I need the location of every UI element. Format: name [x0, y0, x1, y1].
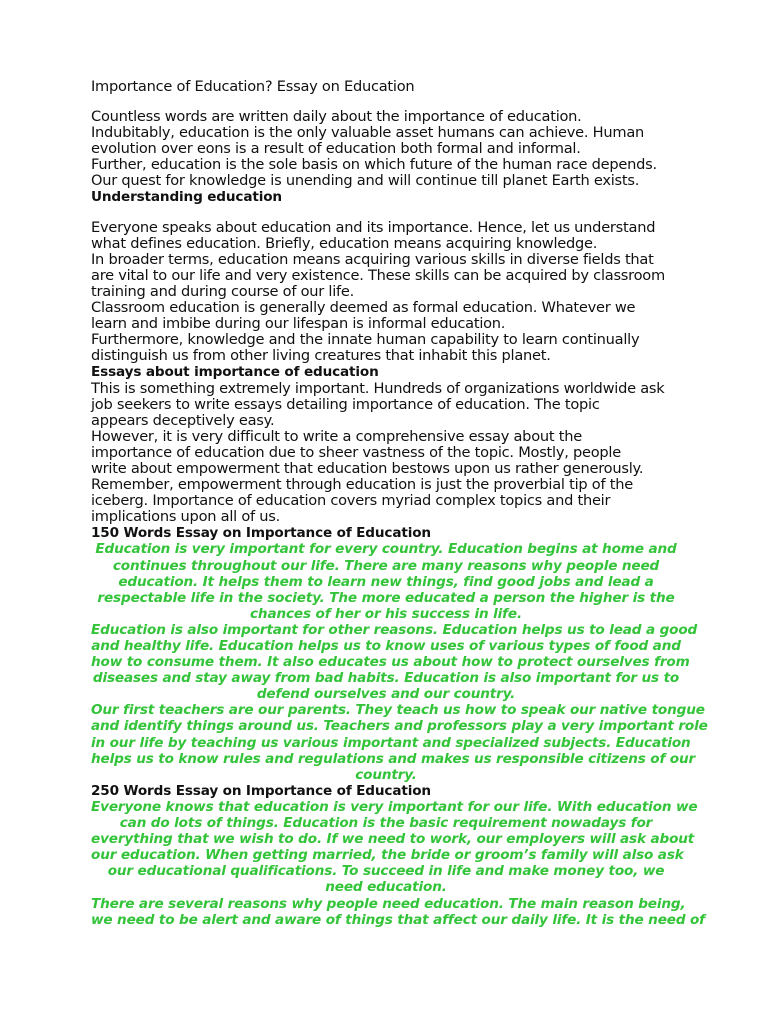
intro-line: Our quest for knowledge is unending and will continue till planet Earth exists.	[91, 172, 640, 190]
green-line: country.	[355, 766, 417, 783]
green-line: our education. When getting married, the bride or groom’s family will also ask	[91, 847, 684, 864]
intro-line: Further, education is the sole basis on which future of the human race depends.	[91, 156, 657, 174]
spacer	[91, 206, 681, 220]
body-line: Furthermore, knowledge and the innate human capability to learn continually	[91, 331, 640, 349]
body-line: write about empowerment that education bestows upon us rather generously.	[91, 459, 644, 477]
section-understanding-body	[91, 220, 681, 365]
green-line: need education.	[325, 879, 447, 896]
section-150-words-body	[91, 541, 708, 783]
body-line: Everyone speaks about education and its importance. Hence, let us understand	[91, 218, 656, 236]
green-line: can do lots of things. Education is the basic requirement nowadays for	[119, 815, 653, 832]
green-line: helps us to know rules and regulations and makes us responsible citizens of our	[91, 750, 696, 767]
body-line: iceberg. Importance of education covers myriad complex topics and their	[91, 492, 611, 510]
section-heading-understanding: Understanding education	[91, 189, 282, 206]
body-line: are vital to our life and very existence. These skills can be acquired by classroom	[91, 266, 665, 284]
green-line: everything that we wish to do. If we need to work, our employers will ask about	[91, 831, 695, 848]
section-heading-250-words: 250 Words Essay on Importance of Education	[91, 782, 431, 799]
body-line: Classroom education is generally deemed as formal education. Whatever we	[91, 299, 636, 317]
body-line: training and during course of our life.	[91, 282, 355, 300]
body-line: importance of education due to sheer vastness of the topic. Mostly, people	[91, 443, 621, 461]
green-line: and healthy life. Education helps us to know uses of various types of food and	[91, 638, 681, 654]
green-line: There are several reasons why people need education. The main reason being,	[91, 895, 686, 912]
body-line: Remember, empowerment through education is just the proverbial tip of the	[91, 476, 633, 494]
green-line: we need to be alert and aware of things that affect our daily life. It is the need of	[91, 911, 705, 928]
green-line: chances of her or his success in life.	[250, 605, 522, 622]
section-250-words-body	[91, 798, 705, 928]
body-line: However, it is very difficult to write a comprehensive essay about the	[91, 427, 582, 445]
green-line: Education is also important for other reasons. Education helps us to lead a good	[91, 621, 698, 638]
green-line: and identify things around us. Teachers and professors play a very important role	[91, 718, 708, 735]
green-line: respectable life in the society. The more educated a person the higher is the	[97, 589, 675, 606]
intro-line: Indubitably, education is the only valuable asset humans can achieve. Human	[91, 124, 645, 142]
green-line: our educational qualifications. To succeed in life and make money too, we	[107, 863, 665, 880]
body-line: job seekers to write essays detailing importance of education. The topic	[91, 395, 600, 413]
green-line: in our life by teaching us various important and specialized subjects. Education	[91, 734, 691, 751]
body-line: what defines education. Briefly, education means acquiring knowledge.	[91, 234, 598, 252]
green-line: continues throughout our life. There are many reasons why people need	[112, 557, 660, 574]
body-line: distinguish us from other living creatures that inhabit this planet.	[91, 347, 551, 365]
green-line: Everyone knows that education is very important for our life. With education we	[91, 798, 698, 815]
intro-line: evolution over eons is a result of education both formal and informal.	[91, 140, 581, 158]
document-page	[91, 78, 708, 928]
green-line: defend ourselves and our country.	[256, 686, 516, 703]
intro-paragraph	[91, 109, 681, 189]
green-line: Our first teachers are our parents. They teach us how to speak our native tongue	[91, 702, 705, 719]
section-essays-body	[91, 381, 681, 526]
body-line: learn and imbibe during our lifespan is informal education.	[91, 315, 506, 333]
green-line: education. It helps them to learn new things, find good jobs and lead a	[118, 573, 654, 590]
document-title: Importance of Education? Essay on Education	[91, 78, 415, 95]
body-line: This is something extremely important. Hundreds of organizations worldwide ask	[91, 379, 665, 397]
body-line: implications upon all of us.	[91, 508, 281, 526]
green-line: Education is very important for every country. Education begins at home and	[95, 541, 677, 558]
section-heading-essays: Essays about importance of education	[91, 364, 379, 381]
intro-line: Countless words are written daily about the importance of education.	[91, 108, 582, 125]
green-line: how to consume them. It also educates us about how to protect ourselves from	[91, 654, 690, 671]
body-line: In broader terms, education means acquiring various skills in diverse fields that	[91, 250, 654, 268]
section-heading-150-words: 150 Words Essay on Importance of Education	[91, 525, 431, 542]
green-line: diseases and stay away from bad habits. Education is also important for us to	[92, 670, 680, 687]
body-line: appears deceptively easy.	[91, 411, 275, 429]
